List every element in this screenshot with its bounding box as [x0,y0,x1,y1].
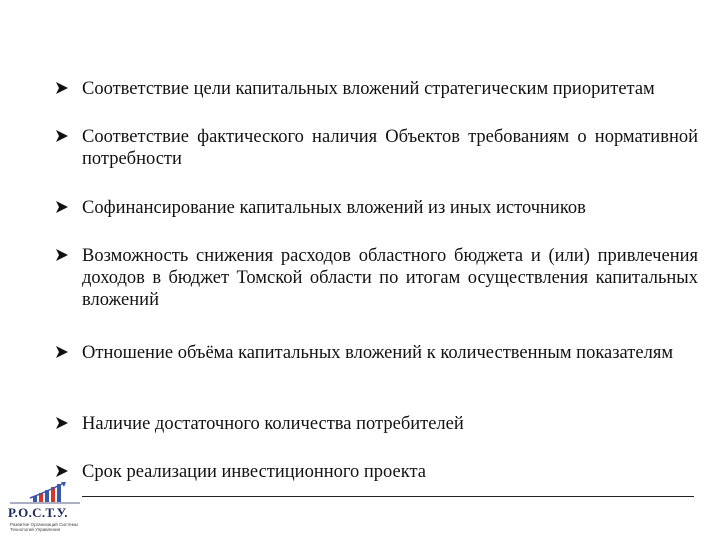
list-item [55,126,698,170]
bar-chart-icon [30,482,66,502]
arrowhead-bullet-icon [55,81,69,95]
arrowhead-bullet-icon [55,200,69,214]
list-item [55,342,698,364]
arrowhead-bullet-icon [55,248,69,262]
criterion-text: Отношение объёма капитальных вложений к количественным показателям [82,343,674,363]
list-item [55,461,698,483]
criterion-text: Срок реализации инвестиционного проекта [82,462,426,482]
logo-name: Р.О.С.Т.У. [8,505,68,520]
logo-subtitle: Развитие Организаций Системы Технологий Управления [10,522,78,532]
arrowhead-bullet-icon [55,345,69,359]
criterion-text: Возможность снижения расходов областного бюджета и (или) привлечения доходов в бюджет Томской области по итогам осуществления капитальных вложений [82,246,698,310]
arrowhead-bullet-icon [55,464,69,478]
criterion-text: Наличие достаточного количества потребителей [82,414,464,434]
list-item [55,78,698,100]
arrowhead-bullet-icon [55,416,69,430]
footer-divider [82,496,694,497]
list-item [55,197,698,219]
criterion-text: Соответствие фактического наличия Объектов требованиям о нормативной потребности [82,127,698,169]
criterion-text: Софинансирование капитальных вложений из иных источников [82,198,586,218]
list-item [55,245,698,311]
arrowhead-bullet-icon [55,129,69,143]
list-item [55,413,698,435]
criterion-text: Соответствие цели капитальных вложений стратегическим приоритетам [82,79,655,99]
